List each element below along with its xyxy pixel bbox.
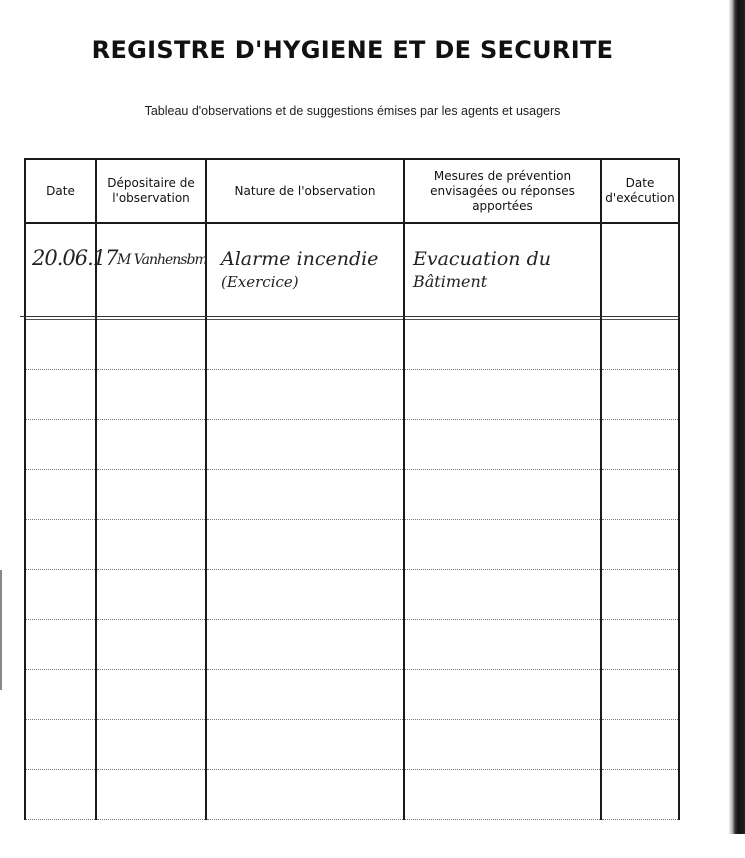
table-row — [25, 420, 679, 470]
empty-cell-mesures — [404, 570, 601, 620]
empty-cell-depositaire — [96, 470, 206, 520]
table-row — [25, 720, 679, 770]
register-table — [24, 158, 680, 820]
entry-nature-cell — [206, 223, 404, 320]
empty-cell-depositaire — [96, 620, 206, 670]
empty-cell-nature — [206, 320, 404, 370]
entry-depositaire-cell — [96, 223, 206, 320]
empty-cell-mesures — [404, 420, 601, 470]
table-row — [25, 670, 679, 720]
table-row — [25, 570, 679, 620]
empty-cell-date-execution — [601, 320, 679, 370]
entry-date-cell — [25, 223, 118, 320]
table-row — [25, 470, 679, 520]
empty-cell-nature — [206, 620, 404, 670]
register-table-container — [24, 158, 678, 858]
column-header-nature: Nature de l'observation — [206, 159, 404, 223]
empty-cell-date — [25, 470, 96, 520]
empty-cell-date-execution — [601, 670, 679, 720]
scan-artifact-line — [20, 316, 680, 317]
entry-mesures-line1: Evacuation du — [413, 248, 551, 270]
empty-cell-depositaire — [96, 370, 206, 420]
empty-cell-date — [25, 520, 96, 570]
empty-cell-nature — [206, 520, 404, 570]
empty-cell-date — [25, 770, 96, 820]
empty-cell-depositaire — [96, 520, 206, 570]
empty-cell-date — [25, 570, 96, 620]
table-row — [25, 320, 679, 370]
empty-cell-nature — [206, 670, 404, 720]
empty-cell-nature — [206, 770, 404, 820]
entry-nature-line2: (Exercice) — [221, 273, 299, 291]
empty-cell-date-execution — [601, 370, 679, 420]
scanned-page-edge — [729, 0, 745, 834]
empty-cell-date-execution — [601, 770, 679, 820]
empty-cell-depositaire — [96, 320, 206, 370]
empty-cell-mesures — [404, 670, 601, 720]
empty-cell-date — [25, 320, 96, 370]
scan-margin-mark — [0, 570, 2, 690]
entry-date: 20.06.17 — [32, 246, 118, 270]
entry-date-execution-cell — [601, 223, 679, 320]
empty-cell-nature — [206, 570, 404, 620]
empty-cell-date — [25, 720, 96, 770]
column-header-depositaire: Dépositaire de l'observation — [96, 159, 206, 223]
empty-cell-depositaire — [96, 770, 206, 820]
empty-cell-mesures — [404, 720, 601, 770]
empty-cell-date-execution — [601, 470, 679, 520]
empty-cell-mesures — [404, 370, 601, 420]
empty-cell-date — [25, 370, 96, 420]
entry-mesures-cell — [404, 223, 601, 320]
empty-cell-date — [25, 620, 96, 670]
empty-cell-date-execution — [601, 720, 679, 770]
empty-cell-mesures — [404, 320, 601, 370]
empty-cell-nature — [206, 370, 404, 420]
empty-cell-date-execution — [601, 420, 679, 470]
table-row — [25, 520, 679, 570]
empty-cell-date — [25, 420, 96, 470]
empty-cell-date-execution — [601, 520, 679, 570]
empty-cell-depositaire — [96, 720, 206, 770]
empty-cell-nature — [206, 420, 404, 470]
empty-cell-mesures — [404, 620, 601, 670]
entry-nature-line1: Alarme incendie — [221, 248, 379, 270]
entry-depositaire: M Vanhensbm — [117, 252, 207, 268]
empty-cell-depositaire — [96, 570, 206, 620]
column-header-date: Date — [25, 159, 96, 223]
empty-cell-depositaire — [96, 670, 206, 720]
table-header-row — [25, 159, 679, 223]
empty-cell-mesures — [404, 520, 601, 570]
table-row — [25, 620, 679, 670]
column-header-mesures: Mesures de prévention envisagées ou réponses apportées — [404, 159, 601, 223]
empty-cell-date — [25, 670, 96, 720]
empty-cell-date-execution — [601, 620, 679, 670]
table-row — [25, 770, 679, 820]
column-header-date-execution: Date d'exécution — [601, 159, 679, 223]
document-subtitle: Tableau d'observations et de suggestions émises par les agents et usagers — [144, 104, 561, 118]
empty-cell-mesures — [404, 470, 601, 520]
empty-cell-date-execution — [601, 570, 679, 620]
table-row — [25, 223, 679, 320]
empty-cell-nature — [206, 720, 404, 770]
empty-cell-mesures — [404, 770, 601, 820]
entry-mesures-line2: Bâtiment — [413, 272, 488, 291]
document-title: REGISTRE D'HYGIENE ET DE SECURITE — [91, 36, 614, 64]
empty-cell-depositaire — [96, 420, 206, 470]
empty-cell-nature — [206, 470, 404, 520]
table-row — [25, 370, 679, 420]
